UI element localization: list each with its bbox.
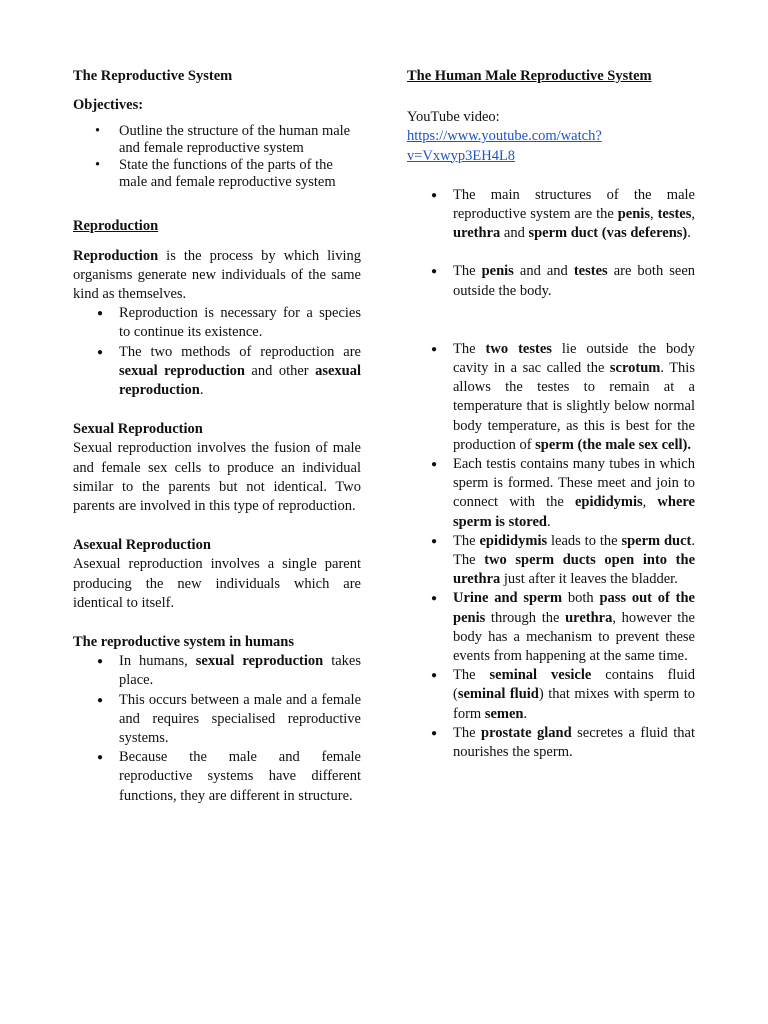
objective-item: • State the functions of the parts of the male and female reproductive system bbox=[73, 157, 361, 191]
asexual-reproduction-text: Asexual reproduction involves a single parent producing the new individuals which are identical to itself. bbox=[73, 556, 361, 611]
humans-bullets bbox=[73, 652, 361, 806]
list-item: ● Each testis contains many tubes in which sperm is formed. These meet and join to connect with the epididymis, where sperm is stored. bbox=[407, 455, 695, 532]
video-label: YouTube video: bbox=[407, 109, 500, 126]
reproduction-text: is the process by which living organisms generate new individuals of the same kind as themselves. bbox=[73, 247, 361, 303]
list-item: ● Reproduction is necessary for a species to continue its existence. bbox=[73, 304, 361, 342]
list-item: ● The epididymis leads to the sperm duct. The two sperm ducts open into the urethra just after it leaves the bladder. bbox=[407, 532, 695, 590]
right-column bbox=[407, 67, 695, 762]
asexual-reproduction-heading: Asexual Reproduction bbox=[73, 537, 211, 554]
list-item: ● The penis and and testes are both seen outside the body. bbox=[407, 262, 695, 300]
list-item: ● The two methods of reproduction are sexual reproduction and other asexual reproduction. bbox=[73, 343, 361, 401]
list-item: ● Urine and sperm both pass out of the penis through the urethra, however the body has a mechanism to prevent these events from happening at the same time. bbox=[407, 589, 695, 666]
left-column bbox=[73, 67, 361, 806]
objectives-list bbox=[73, 123, 361, 191]
objectives-heading: Objectives: bbox=[73, 97, 144, 114]
reproduction-heading: Reproduction bbox=[73, 218, 159, 235]
male-system-bullets bbox=[407, 186, 695, 762]
humans-heading: The reproductive system in humans bbox=[73, 634, 295, 651]
objective-item: • Outline the structure of the human male and female reproductive system bbox=[73, 123, 361, 157]
list-item: ● The seminal vesicle contains fluid (seminal fluid) that mixes with sperm to form semen. bbox=[407, 666, 695, 724]
reproduction-definition bbox=[73, 247, 361, 305]
list-item: ● Because the male and female reproductive systems have different functions, they are different in structure. bbox=[73, 748, 361, 806]
list-item: ● The main structures of the male reproductive system are the penis, testes, urethra and sperm duct (vas deferens). bbox=[407, 186, 695, 244]
page-title: The Reproductive System bbox=[73, 68, 233, 84]
list-item: ● In humans, sexual reproduction takes place. bbox=[73, 652, 361, 690]
list-item: ● This occurs between a male and a female and requires specialised reproductive systems. bbox=[73, 691, 361, 749]
reproduction-bullets bbox=[73, 304, 361, 400]
youtube-link[interactable]: https://www.youtube.com/watch? v=Vxwyp3EH4L8 bbox=[407, 128, 602, 164]
sexual-reproduction-text: Sexual reproduction involves the fusion of male and female sex cells to produce an individual similar to the parents but not identical. Two parents are involved in this type of reproduction. bbox=[73, 440, 361, 515]
list-item: ● The two testes lie outside the body cavity in a sac called the scrotum. This allows the testes to remain at a temperature that is slightly below normal body temperature, as this is best for the production of sperm (the male sex cell). bbox=[407, 340, 695, 455]
reproduction-term: Reproduction bbox=[73, 247, 159, 264]
list-item: ● The prostate gland secretes a fluid that nourishes the sperm. bbox=[407, 724, 695, 762]
sexual-reproduction-heading: Sexual Reproduction bbox=[73, 421, 203, 438]
male-system-title: The Human Male Reproductive System bbox=[407, 68, 652, 84]
